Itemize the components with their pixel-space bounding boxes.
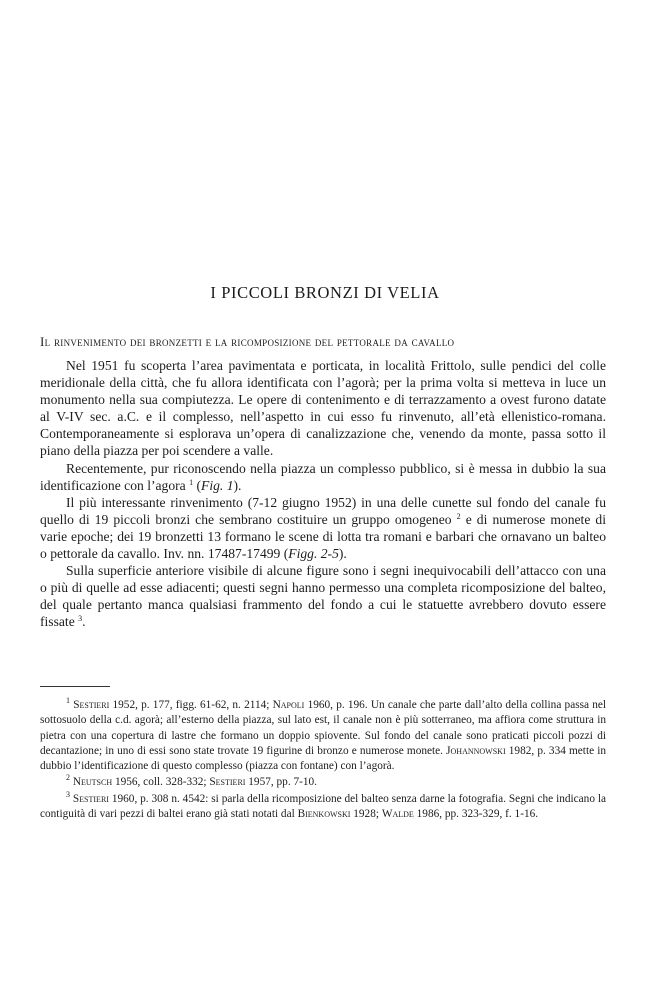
footnote-3-text-1: 1960, p. 308 n. 4542: si parla della ricomposizione del balteo senza darne la fotografia. Segni che indicano la contiguità di vari pezzi di baltei erano già stati notati dal xyxy=(40,792,606,821)
footnote-3-text-2: 1928; xyxy=(353,808,379,821)
body-text xyxy=(40,357,606,631)
footnotes xyxy=(40,698,606,823)
footnote-3-author-1: Sestieri xyxy=(72,792,109,805)
footnote-1-text-1: 1952, p. 177, figg. 61-62, n. 2114; xyxy=(112,699,270,711)
paragraph-4: Sulla superficie anteriore visibile di alcune figure sono i segni inequivocabili dell’attacco con una o più di quelle ad esse adiacenti; questi segni hanno permesso una completa ricomposizione del balteo, del quale pertanto manca qualsiasi frammento del fondo a cui le statuette avrebbero dovuto essere fissate $^3$. xyxy=(40,563,606,630)
footnote-1 xyxy=(40,698,606,774)
footnote-3 xyxy=(40,789,606,823)
footnote-1-number: 1 xyxy=(66,696,70,705)
figure-ref-2: Figg. 2-5 xyxy=(288,546,339,562)
footnote-2-number: 2 xyxy=(66,773,70,783)
footnote-1-text-2: 1960, p. 196. Un canale che parte dall’alto della collina passa nel sottosuolo della c.d. agorà; all’esterno della piazza, sul lato est, il canale non è più sotterraneo, ma affiora come struttura in pietra con una copertura di lastre che formano un doppio spiovente. Sul fondo del canale sono praticati piccoli pozzi di decantazione; in uno di essi sono state trovate 19 figurine di bronzo e numerose monete. xyxy=(40,699,607,757)
footnote-ref-1[interactable]: 1 xyxy=(189,477,194,487)
footnote-ref-3[interactable]: 3 xyxy=(78,614,83,624)
figure-ref-1: Fig. 1 xyxy=(201,477,234,493)
footnote-divider xyxy=(40,686,110,687)
footnote-3-text-3: 1986, pp. 323-329, f. 1-16. xyxy=(416,808,539,821)
footnote-1-author-1: Sestieri xyxy=(73,699,110,711)
paragraph-3-text-b: e di numerose monete di varie epoche; dei 19 bronzetti 13 formano le scene di lotta tra romani e barbari che ornavano un balteo o pettorale da cavallo. Inv. nn. 17487-17499 xyxy=(40,511,607,562)
footnote-2-text-2: 1957, pp. 7-10. xyxy=(248,776,318,789)
footnote-3-number: 3 xyxy=(66,789,70,799)
footnote-2 xyxy=(40,775,606,790)
footnote-1-author-3: Johannowski xyxy=(446,744,506,757)
footnote-1-text-3: 1982, p. 334 mette in dubbio l’identificazione di questo complesso (piazza con fontane) con l’agorà. xyxy=(40,744,607,773)
paragraph-4-text: Sulla superficie anteriore visibile di alcune figure sono i segni inequivocabili dell’attacco con una o più di quelle ad esse adiacenti; questi segni hanno permesso una completa ricomposizione del balteo, del quale pertanto manca qualsiasi frammento del fondo a cui le statuette avrebbero dovuto essere fissate xyxy=(40,563,606,630)
paragraph-3-text-a: Il più interessante rinvenimento (7-12 giugno 1952) in una delle cunette sul fondo del canale fu quello di 19 piccoli bronzi che sembrano costituire un gruppo omogeneo xyxy=(40,494,606,527)
paragraph-3: Il più interessante rinvenimento (7-12 giugno 1952) in una delle cunette sul fondo del canale fu quello di 19 piccoli bronzi che sembrano costituire un gruppo omogeneo $^2$ e di numerose monete di varie epoche; dei 19 bronzetti 13 formano le scene di lotta tra romani e barbari che ornavano un balteo o pettorale da cavallo. Inv. nn. 17487-17499 (Figg. 2-5). xyxy=(40,494,607,562)
paragraph-2-text: Recentemente, pur riconoscendo nella piazza un complesso pubblico, si è messa in dubbio la sua identificazione con l’agora xyxy=(40,460,606,493)
footnote-2-text-1: 1956, coll. 328-332; xyxy=(114,776,207,789)
footnote-2-author-2: Sestieri xyxy=(209,776,246,789)
footnote-ref-2[interactable]: 2 xyxy=(456,511,461,521)
page-title: I PICCOLI BRONZI DI VELIA xyxy=(210,283,440,302)
footnote-2-author-1: Neutsch xyxy=(72,776,113,789)
paragraph-1-text: Nel 1951 fu scoperta l’area pavimentata e porticata, in località Frittolo, sulle pendici del colle meridionale della città, che fu allora identificata con l’agorà; per la prima volta si metteva in luce un monumento nella sua compiutezza. Le opere di contenimento e di terrazzamento a ovest furono datate al V-IV sec. a.C. e il complesso, nell’aspetto in cui esso fu rinvenuto, all’età ellenistico-romana. Contemporaneamente si esplorava un’opera di canalizzazione che, venendo da monte, passa sotto il piano della piazza per poi scendere a valle. xyxy=(40,358,606,459)
section-heading: Il rinvenimento dei bronzetti e la ricomposizione del pettorale da cavallo xyxy=(40,334,455,349)
paragraph-1 xyxy=(40,357,606,460)
paragraph-2: Recentemente, pur riconoscendo nella piazza un complesso pubblico, si è messa in dubbio la sua identificazione con l’agora $^1$ (Fig. 1). xyxy=(40,460,606,493)
footnote-3-author-2: Bienkowski xyxy=(297,808,351,821)
footnote-3-author-3: Walde xyxy=(381,808,414,821)
footnote-1-author-2: Napoli xyxy=(272,699,305,711)
